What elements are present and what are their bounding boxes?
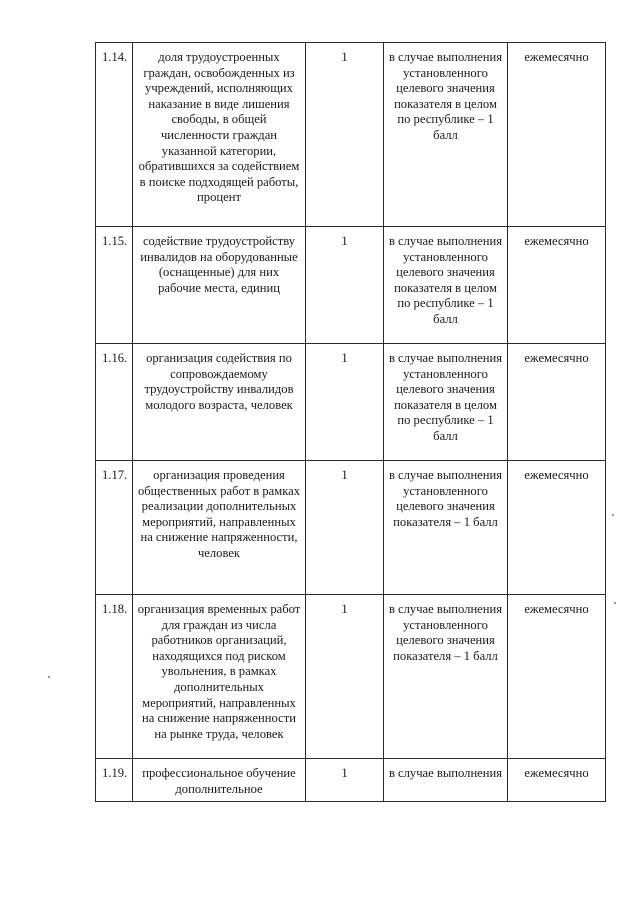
scoring-condition: в случае выполнения установленного целевого значения показателя – 1 балл	[384, 595, 508, 759]
row-number: 1.19.	[96, 759, 133, 802]
indicator-value: 1	[306, 461, 384, 595]
scoring-condition: в случае выполнения установленного целевого значения показателя – 1 балл	[384, 461, 508, 595]
table-row	[96, 43, 606, 227]
scan-speck	[612, 514, 614, 516]
indicator-description: организация содействия по сопровождаемому трудоустройству инвалидов молодого возраста, человек	[133, 344, 306, 461]
indicator-value: 1	[306, 595, 384, 759]
reporting-period: ежемесячно	[508, 461, 606, 595]
indicator-value: 1	[306, 759, 384, 802]
reporting-period: ежемесячно	[508, 595, 606, 759]
table-row	[96, 595, 606, 759]
indicator-value: 1	[306, 344, 384, 461]
scoring-condition: в случае выполнения установленного целевого значения показателя в целом по республике – 1 балл	[384, 227, 508, 344]
table-row	[96, 759, 606, 802]
row-number: 1.17.	[96, 461, 133, 595]
indicator-description: профессиональное обучение дополнительное	[133, 759, 306, 802]
row-number: 1.18.	[96, 595, 133, 759]
table-row	[96, 227, 606, 344]
row-number: 1.16.	[96, 344, 133, 461]
scan-speck	[48, 676, 50, 678]
reporting-period: ежемесячно	[508, 227, 606, 344]
scoring-condition: в случае выполнения установленного целевого значения показателя в целом по республике – 1 балл	[384, 43, 508, 227]
reporting-period: ежемесячно	[508, 759, 606, 802]
indicator-description: доля трудоустроенных граждан, освобожденных из учреждений, исполняющих наказание в виде лишения свободы, в общей численности граждан указанной категории, обратившихся за содействием в поиске подходящей работы, процент	[133, 43, 306, 227]
reporting-period: ежемесячно	[508, 344, 606, 461]
table-row	[96, 344, 606, 461]
row-number: 1.15.	[96, 227, 133, 344]
scan-speck	[614, 602, 616, 604]
table-row	[96, 461, 606, 595]
row-number: 1.14.	[96, 43, 133, 227]
indicator-description: содействие трудоустройству инвалидов на оборудованные (оснащенные) для них рабочие места, единиц	[133, 227, 306, 344]
indicator-description: организация проведения общественных работ в рамках реализации дополнительных мероприятий, направленных на снижение напряженности, человек	[133, 461, 306, 595]
indicator-value: 1	[306, 43, 384, 227]
reporting-period: ежемесячно	[508, 43, 606, 227]
scoring-condition: в случае выполнения	[384, 759, 508, 802]
indicator-value: 1	[306, 227, 384, 344]
criteria-table	[95, 42, 606, 802]
scoring-condition: в случае выполнения установленного целевого значения показателя в целом по республике – 1 балл	[384, 344, 508, 461]
indicator-description: организация временных работ для граждан из числа работников организаций, находящихся под риском увольнения, в рамках дополнительных мероприятий, направленных на снижение напряженности на рынке труда, человек	[133, 595, 306, 759]
